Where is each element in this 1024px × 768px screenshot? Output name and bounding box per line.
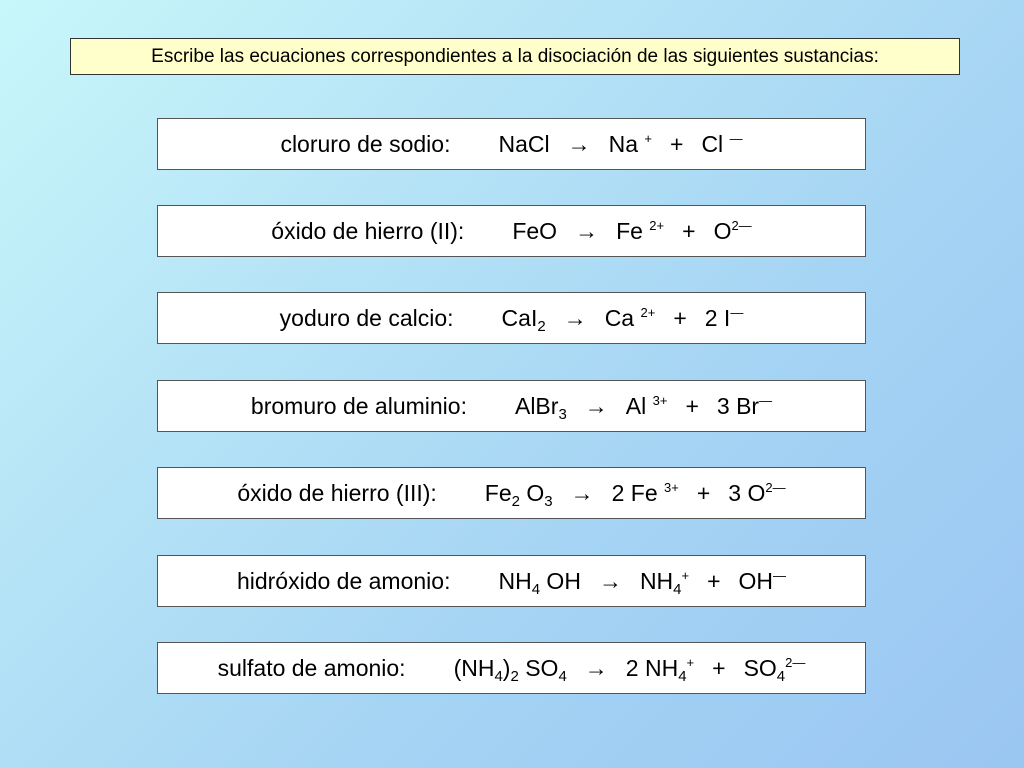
reactant-formula (512, 218, 557, 245)
reactant-part: 3 (544, 492, 553, 510)
reactant-formula (498, 567, 581, 598)
product-part: — (773, 567, 787, 583)
reaction-arrow: → (598, 567, 622, 594)
product-ion (739, 568, 787, 595)
plus-sign: + (696, 479, 711, 506)
product-part: + (644, 130, 652, 146)
product-ion (612, 480, 679, 507)
substance-name: óxido de hierro (III): (237, 479, 437, 506)
product-ion (625, 654, 695, 685)
reactant-part: NaCl (498, 130, 550, 157)
product-part: 2 I (704, 304, 731, 331)
product-part: 2— (765, 479, 786, 495)
reactant-part: OH (540, 567, 581, 594)
reactant-part: 4 (494, 667, 503, 685)
reactant-part: FeO (512, 217, 558, 244)
product-ion (705, 305, 744, 332)
reactant-formula (514, 392, 567, 423)
reactant-part: Fe (484, 479, 512, 506)
equation-box (157, 380, 866, 432)
substance-name: hidróxido de amonio: (236, 567, 451, 594)
product-ion (616, 218, 664, 245)
reactant-part: 4 (558, 667, 567, 685)
product-part: — (759, 392, 773, 408)
reactant-part: AlBr (514, 392, 559, 419)
substance-name: óxido de hierro (II): (271, 217, 465, 244)
product-part: NH (639, 567, 674, 594)
equation-box (157, 467, 866, 519)
product-part: 4 (678, 667, 687, 685)
reaction-arrow: → (570, 479, 594, 506)
product-part: 2+ (649, 217, 665, 233)
reactant-part: 2 (537, 317, 546, 335)
reactant-part: 2 (510, 667, 519, 685)
product-ion (701, 131, 742, 158)
reactant-part: NH (498, 567, 532, 594)
product-ion (714, 218, 752, 245)
reactant-formula (484, 479, 553, 510)
product-part: 3+ (652, 392, 668, 408)
product-part: SO (743, 654, 777, 681)
product-part: 2— (731, 217, 752, 233)
product-ion (639, 567, 690, 598)
reactant-part: SO (518, 654, 559, 681)
product-part: 2+ (640, 304, 656, 320)
product-ion (728, 480, 785, 507)
reaction-arrow: → (567, 130, 591, 157)
product-part: 4 (776, 667, 786, 685)
reactant-formula (498, 131, 549, 158)
product-part: 3 Br (716, 392, 760, 419)
product-part: + (686, 654, 695, 670)
product-part: — (729, 130, 743, 146)
reaction-arrow: → (584, 392, 608, 419)
product-part: — (730, 304, 744, 320)
product-part: 2 Fe (611, 479, 665, 506)
reactant-part: CaI (501, 304, 538, 331)
reactant-part: 3 (558, 405, 567, 423)
reaction-arrow: → (563, 304, 587, 331)
product-part: 4 (673, 580, 682, 598)
product-part: Ca (604, 304, 641, 331)
instruction-box (70, 38, 960, 75)
equation-box (157, 555, 866, 607)
product-part: Al (625, 392, 653, 419)
plus-sign: + (673, 304, 687, 331)
reactant-part: ) (502, 654, 511, 681)
equation-box (157, 642, 866, 694)
product-part: Na (608, 130, 645, 157)
reactant-part: 4 (531, 580, 541, 598)
product-part: Fe (616, 217, 650, 244)
reactant-part: 2 (511, 492, 520, 510)
product-ion (605, 305, 656, 332)
reactant-formula (501, 304, 546, 335)
reactant-formula (453, 654, 567, 685)
equation-box (157, 292, 866, 344)
reaction-arrow: → (584, 654, 608, 681)
product-part: 2— (785, 654, 806, 670)
substance-name: bromuro de aluminio: (250, 392, 467, 419)
substance-name: yoduro de calcio: (279, 304, 454, 331)
plus-sign: + (682, 217, 696, 244)
plus-sign: + (707, 567, 721, 594)
product-part: Cl (701, 130, 730, 157)
reactant-part: O (519, 479, 545, 506)
substance-name: cloruro de sodio: (280, 130, 451, 157)
reaction-arrow: → (575, 217, 599, 244)
product-ion (626, 393, 668, 420)
product-part: + (681, 567, 690, 583)
plus-sign: + (670, 130, 684, 157)
product-part: OH (738, 567, 774, 594)
reactant-part: (NH (453, 654, 495, 681)
product-ion (743, 654, 806, 685)
instruction-text: Escribe las ecuaciones correspondientes a la disociación de las siguientes sustancias: (151, 45, 879, 67)
product-ion (609, 131, 652, 158)
equation-box (157, 205, 866, 257)
product-part: 3+ (664, 479, 679, 495)
plus-sign: + (712, 654, 726, 681)
product-part: 2 NH (625, 654, 679, 681)
product-part: 3 O (728, 479, 766, 506)
product-ion (717, 393, 772, 420)
substance-name: sulfato de amonio: (217, 654, 406, 681)
plus-sign: + (685, 392, 699, 419)
equation-box (157, 118, 866, 170)
product-part: O (713, 217, 732, 244)
